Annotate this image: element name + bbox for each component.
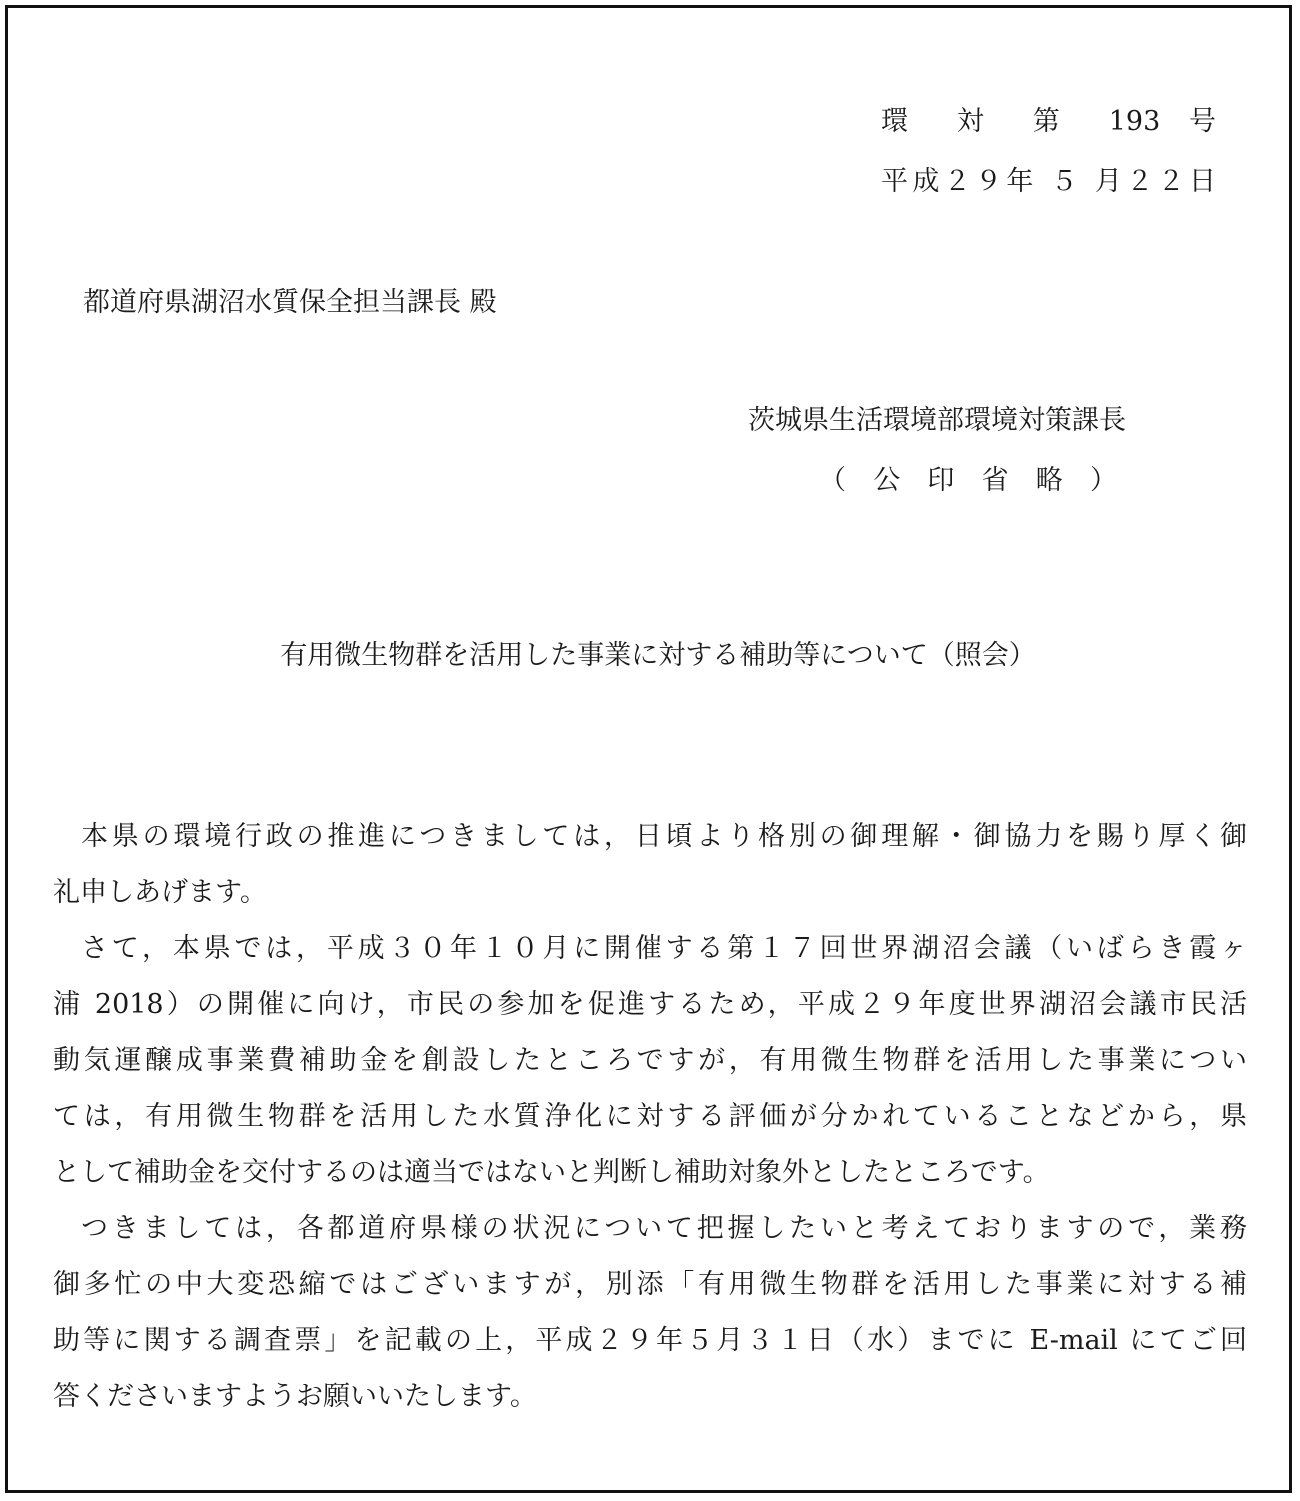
paragraph-greeting — [53, 816, 1247, 928]
body-line: つきましては，各都道府県様の状況について把握したいと考えておりますので，業務 — [81, 1213, 1247, 1244]
letter-body — [53, 816, 1247, 1432]
body-line: として補助金を交付するのは適当ではないと判断し補助対象外としたところです。 — [53, 1157, 1050, 1188]
body-line: 浦 2018）の開催に向け，市民の参加を促進するため，平成２９年度世界湖沼会議市民活 — [53, 989, 1247, 1020]
document-date: 平成２９年 ５ 月２２日 — [881, 166, 1216, 197]
document-number: 環 対 第 193 号 — [881, 106, 1216, 137]
body-line: 動気運醸成事業費補助金を創設したところですが，有用微生物群を活用した事業につい — [53, 1045, 1247, 1076]
body-line: さて，本県では，平成３０年１０月に開催する第１７回世界湖沼会議（いばらき霞ヶ — [81, 933, 1247, 964]
body-line: 本県の環境行政の推進につきましては，日頃より格別の御理解・御協力を賜り厚く御 — [81, 821, 1247, 852]
paragraph-request — [53, 1208, 1247, 1432]
body-line: 助等に関する調査票」を記載の上，平成２９年５月３１日（水）までに E-mail にてご回 — [53, 1325, 1247, 1356]
seal-omitted-note: （ 公 印 省 略 ） — [819, 465, 1117, 496]
addressee: 都道府県湖沼水質保全担当課長 殿 — [83, 287, 497, 318]
paragraph-background — [53, 928, 1247, 1208]
document-subject: 有用微生物群を活用した事業に対する補助等について（照会） — [280, 640, 1036, 671]
body-line: 答くださいますようお願いいたします。 — [53, 1381, 537, 1412]
body-line: ては，有用微生物群を活用した水質浄化に対する評価が分かれていることなどから，県 — [53, 1101, 1247, 1132]
body-line: 御多忙の中大変恐縮ではございますが，別添「有用微生物群を活用した事業に対する補 — [53, 1269, 1247, 1300]
page-frame — [5, 5, 1292, 1493]
body-line: 礼申しあげます。 — [53, 877, 267, 908]
sender-title: 茨城県生活環境部環境対策課長 — [748, 405, 1126, 436]
